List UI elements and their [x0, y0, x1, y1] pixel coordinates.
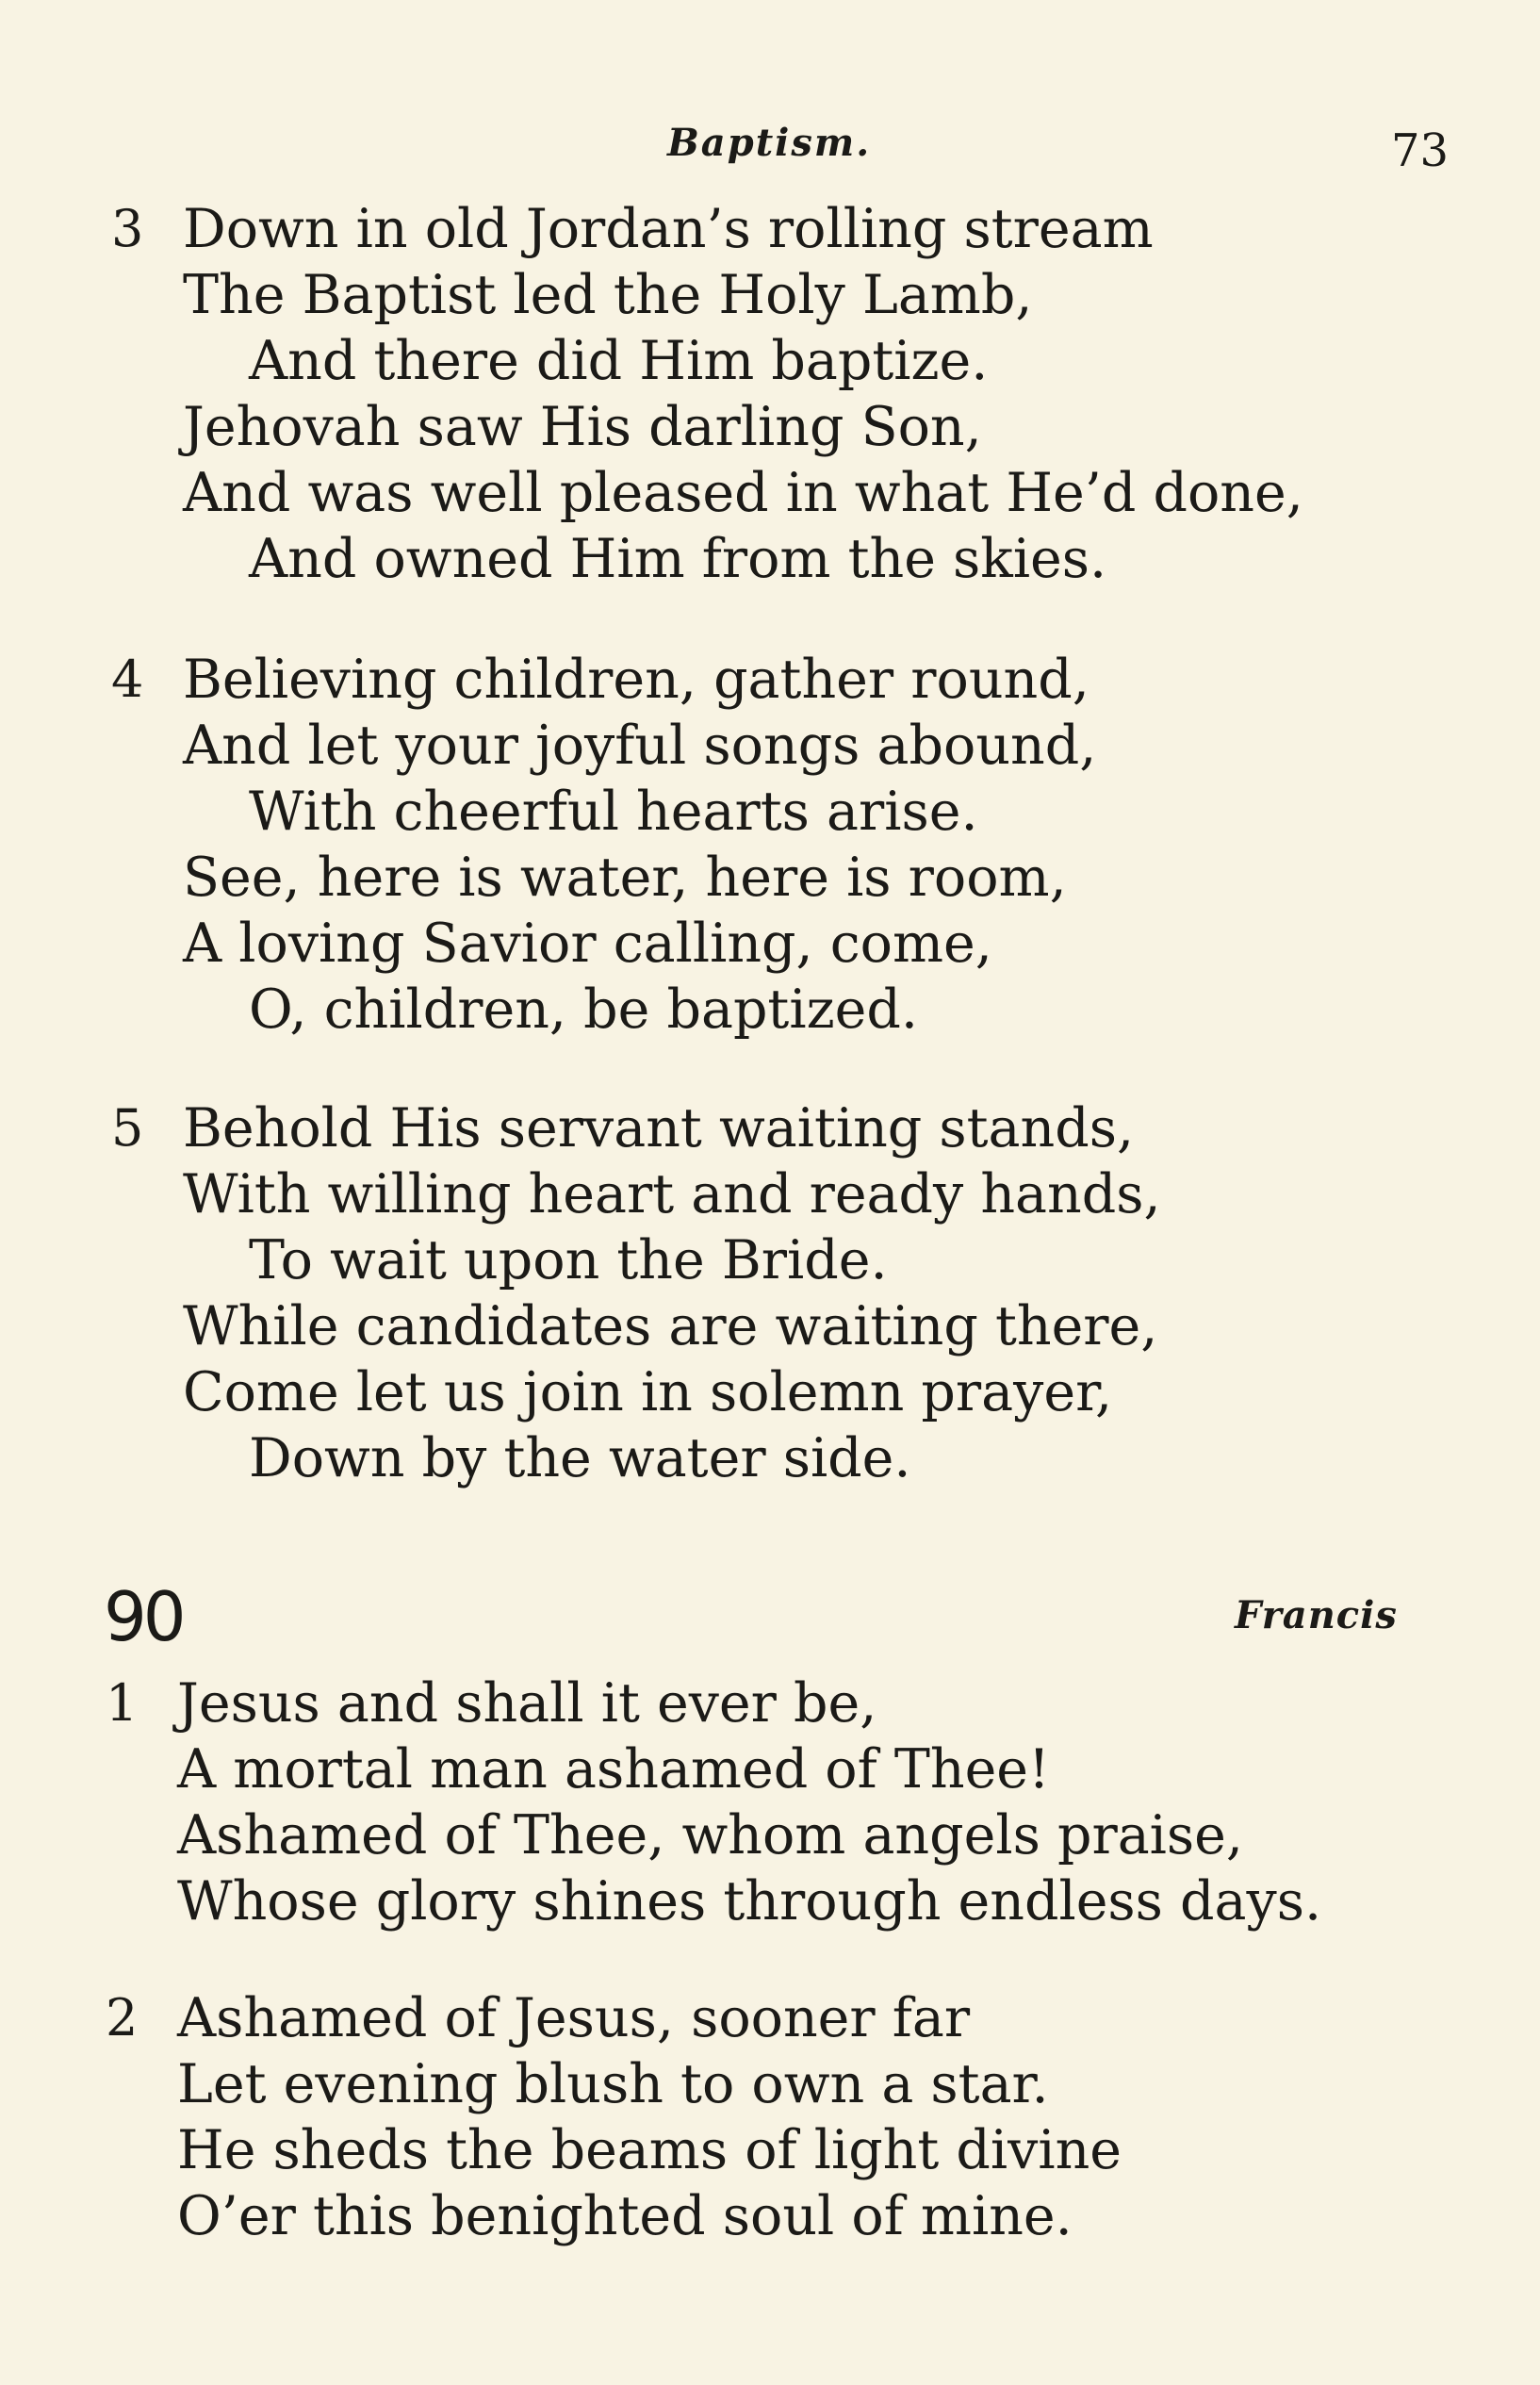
page-number: 73 — [1391, 124, 1450, 177]
verse-line: To wait upon the Bride. — [249, 1229, 888, 1291]
verse-line: And owned Him from the skies. — [249, 528, 1107, 590]
verse-line: And let your joyful songs abound, — [183, 715, 1097, 777]
verse-line: Whose glory shines through endless days. — [177, 1870, 1322, 1933]
stanza-number: 1 — [106, 1673, 139, 1733]
verse-line: With cheerful hearts arise. — [249, 781, 978, 843]
verse-line: Down by the water side. — [249, 1427, 911, 1489]
stanza-number: 5 — [111, 1098, 144, 1158]
verse-line: Believing children, gather round, — [183, 649, 1089, 711]
verse-line: Jehovah saw His darling Son, — [183, 396, 982, 458]
verse-line: Ashamed of Thee, whom angels praise, — [177, 1804, 1244, 1867]
verse-line: And was well pleased in what He’d done, — [183, 462, 1303, 524]
verse-line: Come let us join in solemn prayer, — [183, 1361, 1113, 1423]
verse-line: Down in old Jordan’s rolling stream — [183, 198, 1154, 260]
verse-line: O, children, be baptized. — [249, 979, 918, 1041]
verse-line: A loving Savior calling, come, — [183, 913, 992, 975]
stanza-number: 2 — [106, 1988, 139, 2048]
verse-line: O’er this benighted soul of mine. — [177, 2185, 1073, 2247]
verse-line: Ashamed of Jesus, sooner far — [177, 1987, 971, 2049]
stanza-number: 4 — [111, 650, 144, 709]
tune-name: Francis — [1235, 1593, 1398, 1637]
verse-line: And there did Him baptize. — [249, 330, 989, 392]
verse-line: He sheds the beams of light divine — [177, 2119, 1122, 2181]
verse-line: See, here is water, here is room, — [183, 847, 1067, 909]
verse-line: The Baptist led the Holy Lamb, — [183, 264, 1033, 326]
stanza-number: 3 — [111, 199, 144, 258]
verse-line: Let evening blush to own a star. — [177, 2053, 1049, 2115]
verse-line: With willing heart and ready hands, — [183, 1163, 1161, 1225]
page-header — [0, 113, 1540, 189]
verse-line: A mortal man ashamed of Thee! — [177, 1738, 1050, 1801]
hymn-number: 90 — [104, 1577, 183, 1656]
running-head: Baptism. — [667, 121, 872, 165]
verse-line: Behold His servant waiting stands, — [183, 1097, 1135, 1160]
verse-line: Jesus and shall it ever be, — [177, 1672, 877, 1735]
verse-line: While candidates are waiting there, — [183, 1295, 1158, 1357]
